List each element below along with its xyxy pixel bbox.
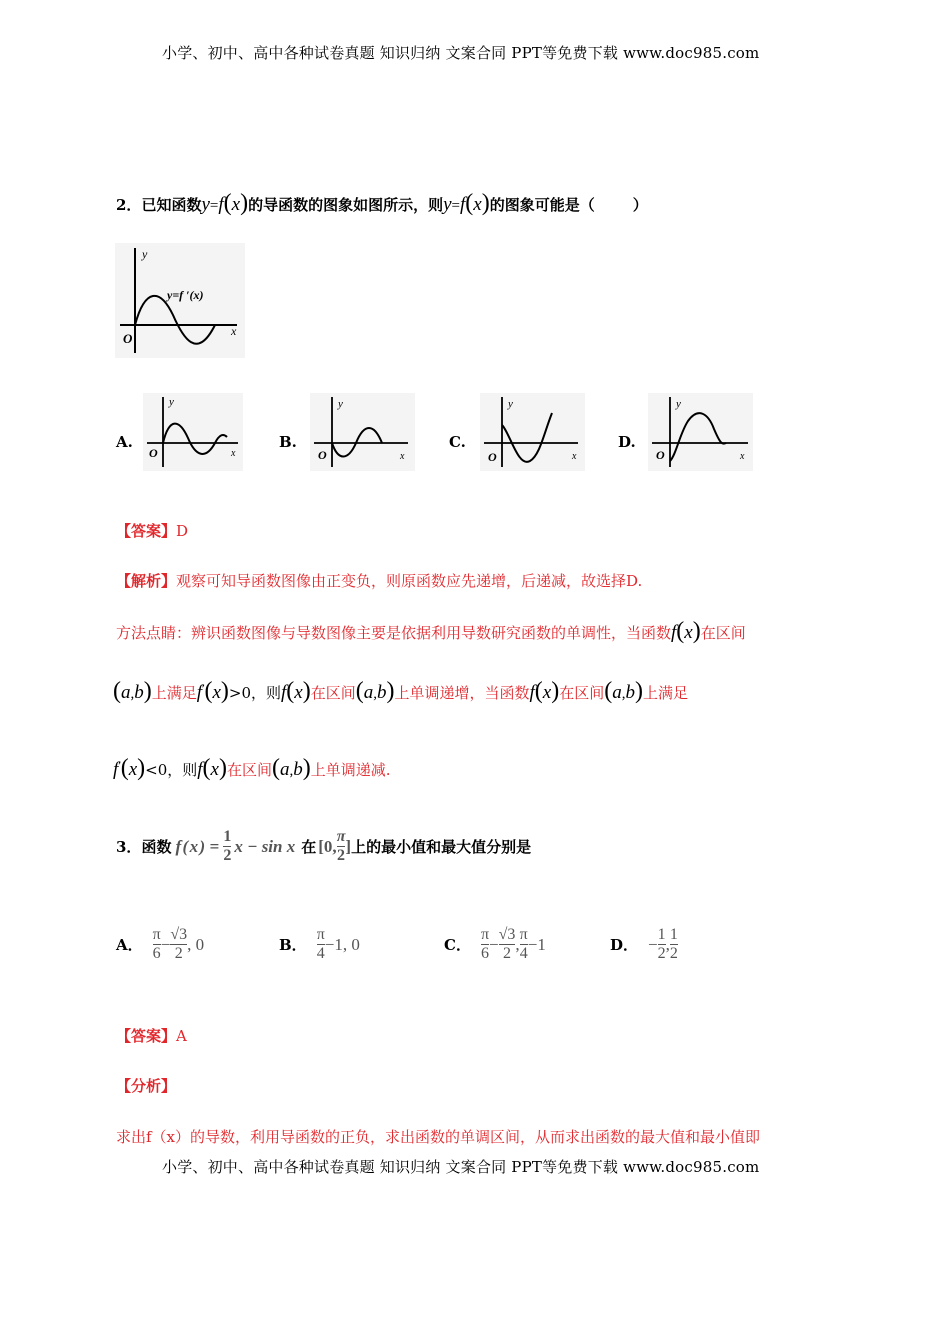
- svg-text:y: y: [338, 398, 343, 410]
- q3-analysis-heading: 【分析】: [116, 1077, 177, 1095]
- option-c-graph: [480, 393, 585, 471]
- q3-option-c: C． $\frac{\pi}{6}$ − $\frac{√3}{2}$ , $\frac{\pi}{4}$ −1: [444, 926, 546, 962]
- option-c-label: C.: [449, 433, 466, 451]
- svg-text:y: y: [169, 396, 174, 408]
- svg-text:x: x: [740, 451, 745, 462]
- question-2-stem: 2．已知函数y=f(x)的导函数的图象如图所示，则y=f(x)的图象可能是（ ）: [116, 190, 648, 216]
- svg-text:x: x: [231, 448, 236, 459]
- page-footer: 小学、初中、高中各种试卷真题 知识归纳 文案合同 PPT等免费下载 www.doc985.com: [162, 1158, 760, 1176]
- derivative-graph: [115, 243, 245, 358]
- q3-answer: 【答案】A: [116, 1027, 187, 1045]
- option-d-graph: [648, 393, 753, 471]
- q2-method-line2: (a,b)上满足f′(x)>0，则f(x)在区间(a,b)上单调递增，当函数f(x)在区间(a,b)上满足: [113, 678, 689, 704]
- option-a-graph: [143, 393, 243, 471]
- q3-option-d: D． − $\frac{1}{2}$ , $\frac{1}{2}$: [610, 926, 678, 962]
- graph-y-label: y: [142, 247, 148, 261]
- svg-text:y: y: [508, 398, 513, 410]
- q3-analysis-text: 求出f（x）的导数，利用导函数的正负，求出函数的单调区间，从而求出函数的最大值和最小值即: [116, 1128, 761, 1146]
- option-b-label: B.: [279, 433, 297, 451]
- page-header: 小学、初中、高中各种试卷真题 知识归纳 文案合同 PPT等免费下载 www.doc985.com: [162, 44, 760, 62]
- graph-x-label: x: [231, 324, 237, 338]
- svg-text:O: O: [318, 448, 327, 462]
- q2-method-line3: f′(x)<0，则f(x)在区间(a,b)上单调递减.: [113, 755, 391, 781]
- svg-text:y: y: [676, 398, 681, 410]
- q2-analysis: 【解析】观察可知导函数图像由正变负，则原函数应先递增，后递减，故选择D.: [116, 572, 643, 590]
- question-3-stem: 3． 函数 f ( x ) = $\frac{1}{2}$ x − sin x 在 [0, $\frac{\pi}{2}$ ] 上的最小值和最大值分别是: [116, 828, 532, 864]
- option-a-label: A.: [116, 433, 133, 451]
- graph-origin-label: O: [123, 331, 133, 346]
- q2-answer: 【答案】D: [116, 522, 189, 540]
- q3-option-b: B． $\frac{\pi}{4}$ −1, 0: [279, 926, 360, 962]
- q3-option-a: A． $\frac{\pi}{6}$ − $\frac{√3}{2}$ , 0: [116, 926, 205, 962]
- option-d-label: D.: [618, 433, 636, 451]
- svg-text:x: x: [400, 451, 405, 462]
- graph-curve-label: y=f ′(x): [167, 288, 204, 302]
- svg-text:O: O: [656, 448, 665, 462]
- svg-text:x: x: [572, 451, 577, 462]
- svg-text:O: O: [488, 450, 497, 464]
- svg-text:O: O: [149, 446, 158, 460]
- option-b-graph: [310, 393, 415, 471]
- q2-method-line1: 方法点睛：辨识函数图像与导数图像主要是依据利用导数研究函数的单调性，当函数f(x)在区间: [116, 618, 746, 644]
